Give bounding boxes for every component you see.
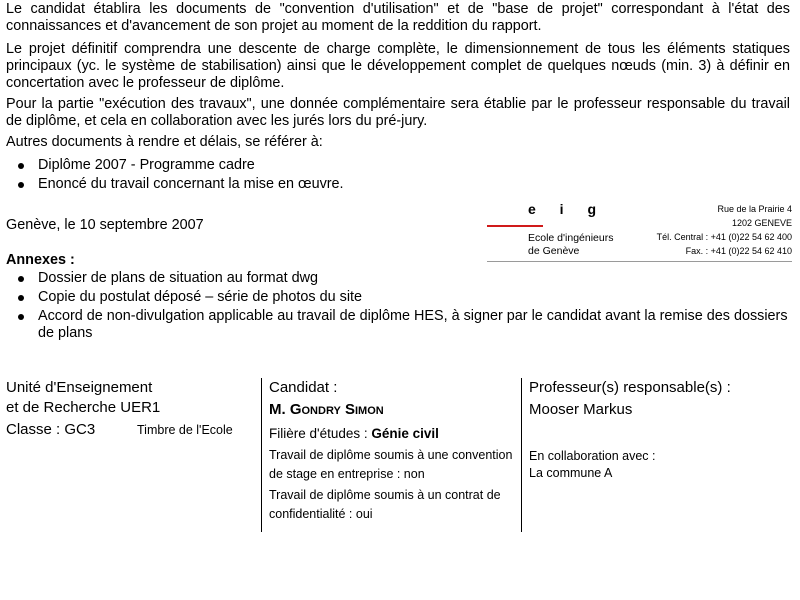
collaboration-value: La commune A [529, 466, 613, 480]
list-item: Diplôme 2007 - Programme cadre [6, 157, 790, 174]
candidate-label: Candidat : [269, 379, 338, 396]
professor-label: Professeur(s) responsable(s) : [529, 379, 731, 396]
candidate-column [261, 378, 517, 532]
paragraph-convention: Le candidat établira les documents de "convention d'utilisation" et de "base de projet" correspondant à l'état des connaissances et d'avancement de son projet au moment de la reddition du rapport. [6, 1, 790, 34]
filiere-value: Génie civil [371, 426, 439, 441]
annexes-title: Annexes : [6, 252, 75, 268]
list-item: Accord de non-divulgation applicable au travail de diplôme HES, à signer par le candidat avant la remise des dossiers de plans [6, 308, 790, 342]
paragraph-execution-travaux: Pour la partie "exécution des travaux", une donnée complémentaire sera établie par le professeur responsable du travail de diplôme, et cela en collaboration avec les jurés lors du pré-jury. [6, 96, 790, 129]
class-label: Classe : GC3 [6, 421, 96, 438]
school-name: Ecole d'ingénieurs de Genève [528, 232, 614, 257]
documents-intro: Autres documents à rendre et délais, se référer à: [6, 134, 323, 150]
place-date: Genève, le 10 septembre 2007 [6, 217, 204, 233]
address-city: 1202 GENEVE [731, 218, 792, 228]
list-item: Copie du postulat déposé – série de photos du site [6, 289, 790, 306]
school-stamp-label: Timbre de l'Ecole [137, 423, 233, 437]
logo-red-bar [487, 225, 543, 227]
address-fax: Fax. : +41 (0)22 54 62 410 [685, 246, 792, 256]
school-letterhead [487, 200, 792, 262]
collaboration-label: En collaboration avec : [529, 449, 656, 463]
professor-column [521, 378, 791, 532]
convention-stage: Travail de diplôme soumis à une convention de stage en entreprise : non [269, 448, 513, 481]
annexes-list [6, 270, 790, 344]
unit-name-line1: Unité d'Enseignement [6, 379, 153, 396]
filiere-label: Filière d'études : [269, 426, 372, 441]
unit-name-line2: et de Recherche UER1 [6, 399, 161, 416]
paragraph-projet-definitif: Le projet définitif comprendra une descente de charge complète, le dimensionnement de tous les éléments statiques principaux (yc. le système de stabilisation) ainsi que le développement complet de quelques nœuds (min. 3) à définir en concertation avec le professeur de diplôme. [6, 41, 790, 91]
address-street: Rue de la Prairie 4 [717, 204, 792, 214]
school-address [592, 202, 792, 258]
candidate-name: M. Gondry Simon [269, 401, 384, 418]
list-item: Enoncé du travail concernant la mise en œuvre. [6, 176, 790, 193]
eig-logo: e i g [528, 201, 607, 217]
list-item: Dossier de plans de situation au format dwg [6, 270, 790, 287]
documents-list [6, 157, 790, 195]
filiere-line [269, 424, 517, 444]
letterhead-divider [487, 261, 792, 262]
professor-name: Mooser Markus [529, 401, 633, 418]
unit-column [6, 378, 256, 444]
address-phone: Tél. Central : +41 (0)22 54 62 400 [656, 232, 792, 242]
contrat-confidentialite: Travail de diplôme soumis à un contrat de confidentialité : oui [269, 488, 501, 521]
